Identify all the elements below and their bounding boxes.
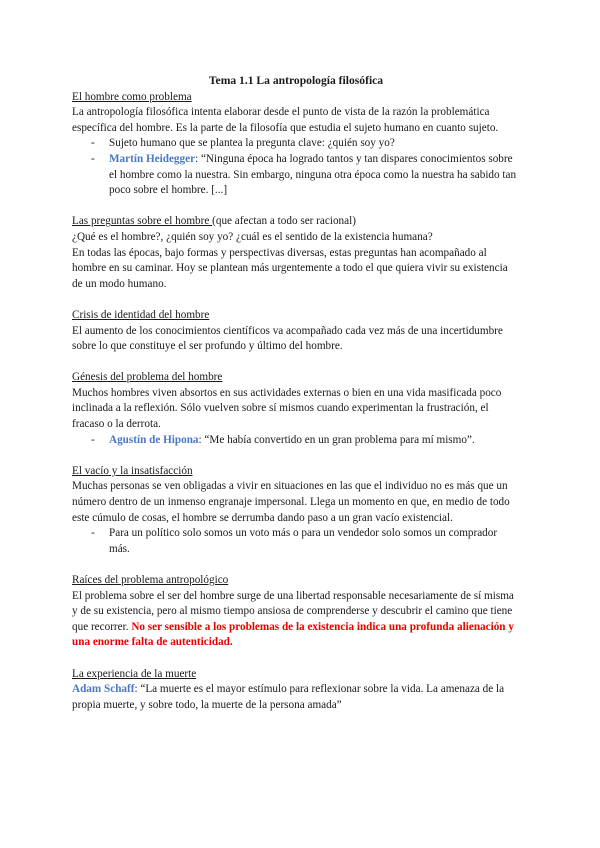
- section-identity-crisis: [72, 308, 520, 355]
- section-heading: La experiencia de la muerte: [72, 667, 197, 680]
- quote-text: : “La muerte es el mayor estímulo para reflexionar sobre la vida. La amenaza de la propia muerte, y sobre todo, la muerte de la persona amada”: [72, 683, 505, 711]
- section-heading: Crisis de identidad del hombre: [72, 308, 210, 321]
- section-heading-line: [72, 214, 520, 230]
- section-paragraph: Muchas personas se ven obligadas a vivir en situaciones en las que el individuo no es más que un número dentro de un inmenso engranaje impersonal. Llega un momento en que, en medio de todo este cúmulo de cosas, el hombre se derrumba dando paso a un gran vacío existencial.: [72, 480, 510, 524]
- section-heading: Génesis del problema del hombre: [72, 371, 223, 384]
- list-item: [91, 152, 520, 199]
- section-paragraph: [72, 589, 520, 651]
- section-paragraph: El aumento de los conocimientos científicos va acompañado cada vez más de una incertidumbre sobre lo que constituye el ser profundo y último del hombre.: [72, 324, 503, 353]
- section-heading: El hombre como problema: [72, 90, 192, 103]
- questions-line: ¿Qué es el hombre?, ¿quién soy yo? ¿cuál es el sentido de la existencia humana?: [72, 230, 433, 243]
- section-heading-note: (que afectan a todo ser racional): [212, 215, 356, 228]
- bullet-list: [72, 136, 520, 198]
- author-name: Martín Heidegger: [109, 152, 196, 165]
- author-name: Agustín de Hipona: [109, 433, 199, 446]
- quote-text: : “Ninguna época ha logrado tantos y tan dispares conocimientos sobre el hombre como la nuestra. Sin embargo, ninguna otra época como la nuestra ha sabido tan poco sobre el hombre. [...]: [109, 152, 517, 197]
- list-item: - Para un político solo somos un voto más o para un vendedor solo somos un comprador más.: [91, 526, 520, 557]
- section-heading: Raíces del problema antropológico: [72, 574, 229, 586]
- paragraph-text: El problema sobre el ser del hombre surge de una libertad responsable necesariamente de sí misma y de su existencia, pero al mismo tiempo ansiosa de comprenderse y descubrir el camino que tiene que recorrer.: [72, 589, 514, 633]
- section-genesis: [72, 370, 520, 448]
- list-item: - Sujeto humano que se plantea la pregunta clave: ¿quién soy yo?: [91, 136, 520, 152]
- section-paragraph: En todas las épocas, bajo formas y perspectivas diversas, estas preguntas han acompañado al hombre en su caminar. Hoy se plantean más urgentemente a todo el que quiera vivir su existencia de un modo humano.: [72, 246, 508, 290]
- list-item: [91, 433, 520, 449]
- page-title: Tema 1.1 La antropología filosófica: [208, 74, 384, 87]
- section-questions: [72, 214, 520, 292]
- author-name: Adam Schaff: [72, 683, 135, 696]
- bullet-list: [72, 526, 520, 557]
- section-paragraph: La antropología filosófica intenta elaborar desde el punto de vista de la razón la problemática específica del hombre. Es la parte de la filosofía que estudia el sujeto humano en cuanto sujeto.: [72, 106, 499, 134]
- bullet-list: [72, 433, 520, 449]
- section-heading: El vacío y la insatisfacción: [72, 464, 193, 477]
- section-paragraph: Muchos hombres viven absortos en sus actividades externas o bien en una vida masificada poco inclinada a la reflexión. Sólo vuelven sobre sí mismos cuando experimentan la frustración, el fracaso o la derrota.: [72, 386, 502, 431]
- section-man-as-problem: [72, 90, 520, 199]
- section-heading: Las preguntas sobre el hombre: [72, 215, 213, 228]
- section-death: [72, 667, 520, 714]
- section-roots: [72, 573, 520, 651]
- emphasis-text: No ser sensible a los problemas de la existencia indica una profunda alienación y una enorme falta de autenticidad.: [72, 620, 514, 649]
- section-emptiness: [72, 464, 520, 558]
- section-paragraph: [72, 682, 520, 713]
- quote-text: : “Me había convertido en un gran problema para mí mismo”.: [198, 433, 475, 446]
